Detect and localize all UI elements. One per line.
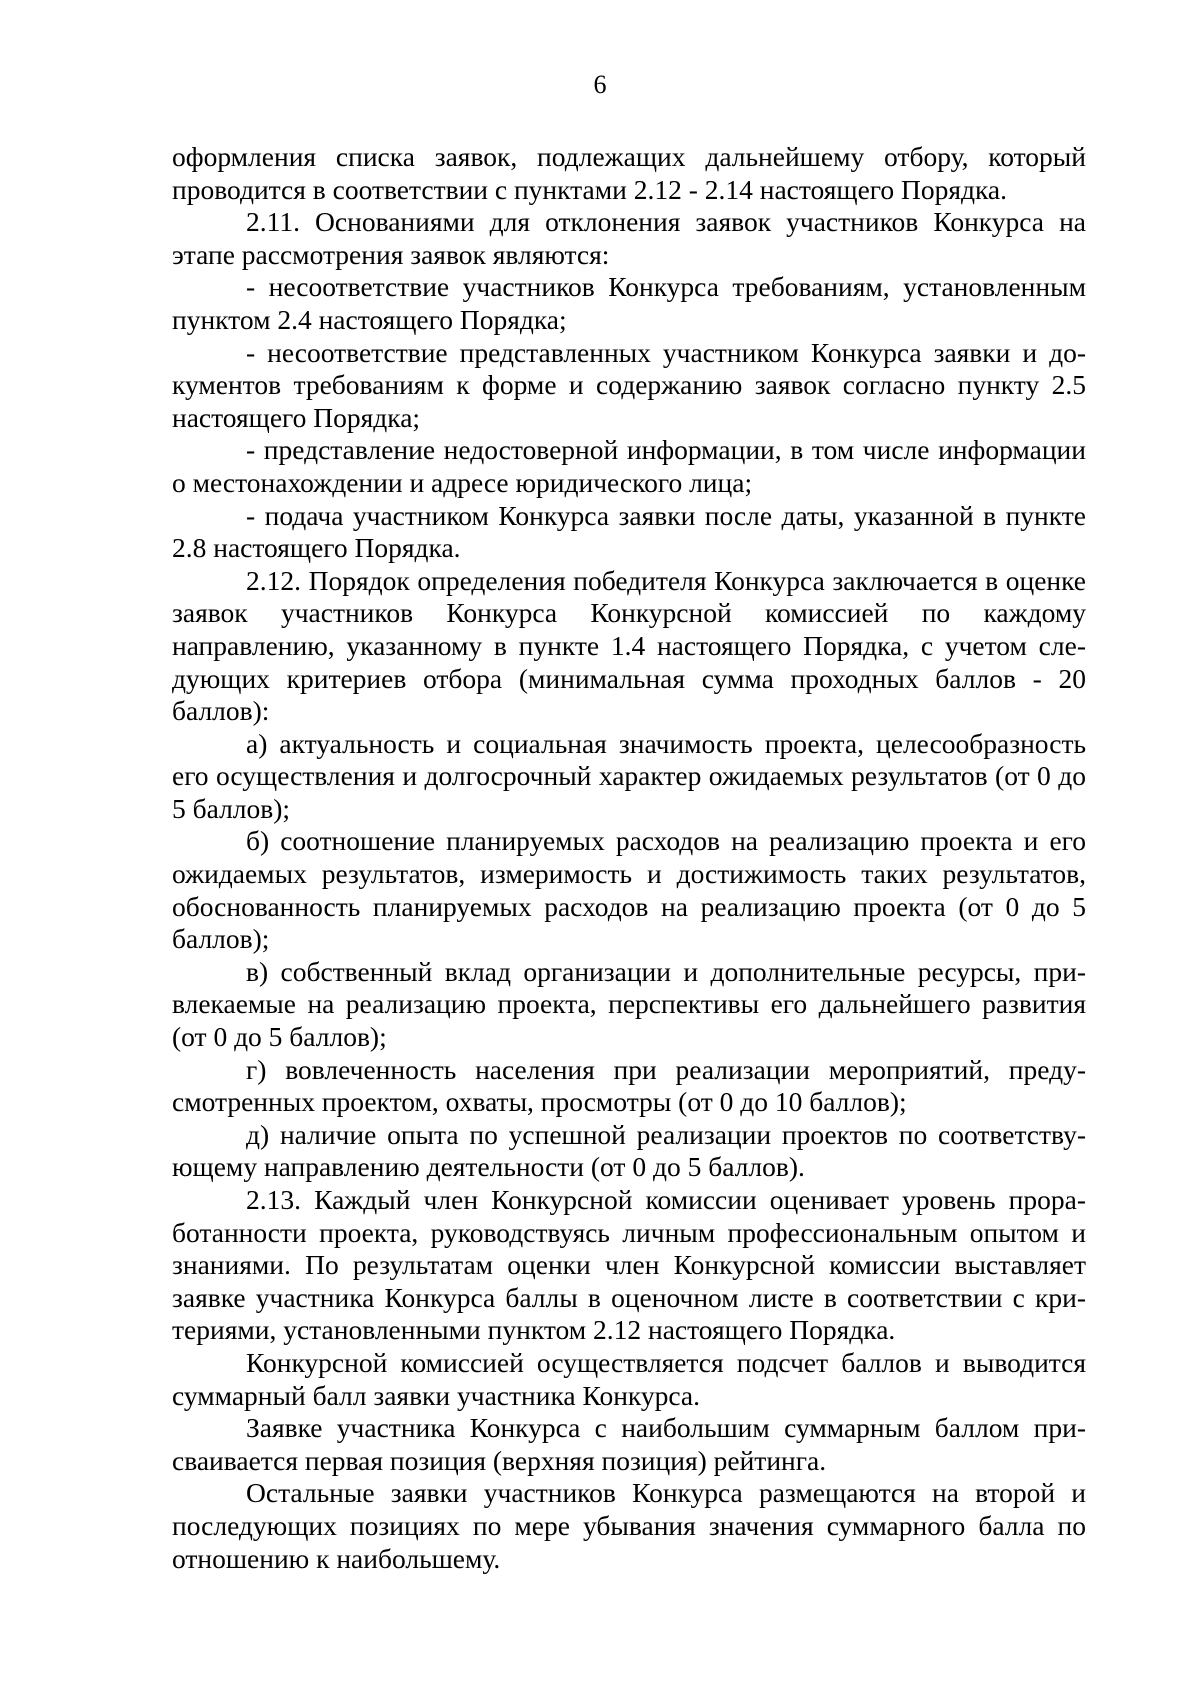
paragraph-score-sum: Конкурсной комиссией осуществляется подсчет баллов и выводится суммарный балл заявки участника Конкурса. (172, 1346, 1086, 1411)
paragraph-2-11: 2.11. Основаниями для отклонения заявок участников Конкурса на этапе рассмотрения заявок являются: (172, 206, 1086, 270)
paragraph-top-position: Заявке участника Конкурса с наибольшим суммарным баллом присваивается первая позиция (верхняя позиция) рейтинга. (172, 1412, 1086, 1476)
paragraph-2-12: 2.12. Порядок определения победителя Конкурса заключается в оценке заявок участников Конкурса Конкурсной комиссией по каждому направлению, указанному в пункте 1.4 настоящего Порядка, с учетом следующих критериев отбора (минимальная сумма проходных баллов - 20 баллов): (172, 564, 1086, 727)
document-body (172, 141, 1086, 1575)
paragraph-continuation: оформления списка заявок, подлежащих дальнейшему отбору, который проводится в соответствии с пунктами 2.12 - 2.14 настоящего Порядка. (172, 141, 1086, 205)
paragraph-2-13: 2.13. Каждый член Конкурсной комиссии оценивает уровень проработанности проекта, руководствуясь личным профессиональным опытом и знаниями. По результатам оценки член Конкурсной комиссии выставляет заявке участника Конкурса баллы в оценочном листе в соответствии с критериями, установленными пунктом 2.12 настоящего Порядка. (172, 1184, 1086, 1346)
criterion-v: в) собственный вклад организации и дополнительные ресурсы, привлекаемые на реализацию проекта, перспективы его дальнейшего развития (от 0 до 5 баллов); (172, 955, 1086, 1053)
list-item-requirements: - несоответствие участников Конкурса требованиям, установленным пунктом 2.4 настоящего Порядка; (172, 271, 1086, 335)
criterion-a: а) актуальность и социальная значимость проекта, целесообразность его осуществления и долгосрочный характер ожидаемых результатов (от 0 до 5 баллов); (172, 727, 1086, 824)
criterion-g: г) вовлеченность населения при реализации мероприятий, предусмотренных проектом, охваты, просмотры (от 0 до 10 баллов); (172, 1053, 1086, 1118)
list-item-false-info: - представление недостоверной информации, в том числе информации о местонахождении и адресе юридического лица; (172, 434, 1086, 498)
criterion-b: б) соотношение планируемых расходов на реализацию проекта и его ожидаемых результатов, измеримость и достижимость таких результатов, обоснованность планируемых расходов на реализацию проекта (от 0 до 5 баллов); (172, 825, 1086, 955)
paragraph-other-positions: Остальные заявки участников Конкурса размещаются на второй и последующих позициях по мере убывания значения суммарного балла по отношению к наибольшему. (172, 1477, 1086, 1574)
list-item-late-submission: - подача участником Конкурса заявки после даты, указанной в пункте 2.8 настоящего Порядка. (172, 499, 1086, 564)
page-number: 6 (593, 70, 607, 99)
list-item-documents: - несоответствие представленных участником Конкурса заявки и документов требованиям к форме и содержанию заявок согласно пункту 2.5 настоящего Порядка; (172, 336, 1086, 433)
criterion-d: д) наличие опыта по успешной реализации проектов по соответствующему направлению деятельности (от 0 до 5 баллов). (172, 1118, 1086, 1183)
